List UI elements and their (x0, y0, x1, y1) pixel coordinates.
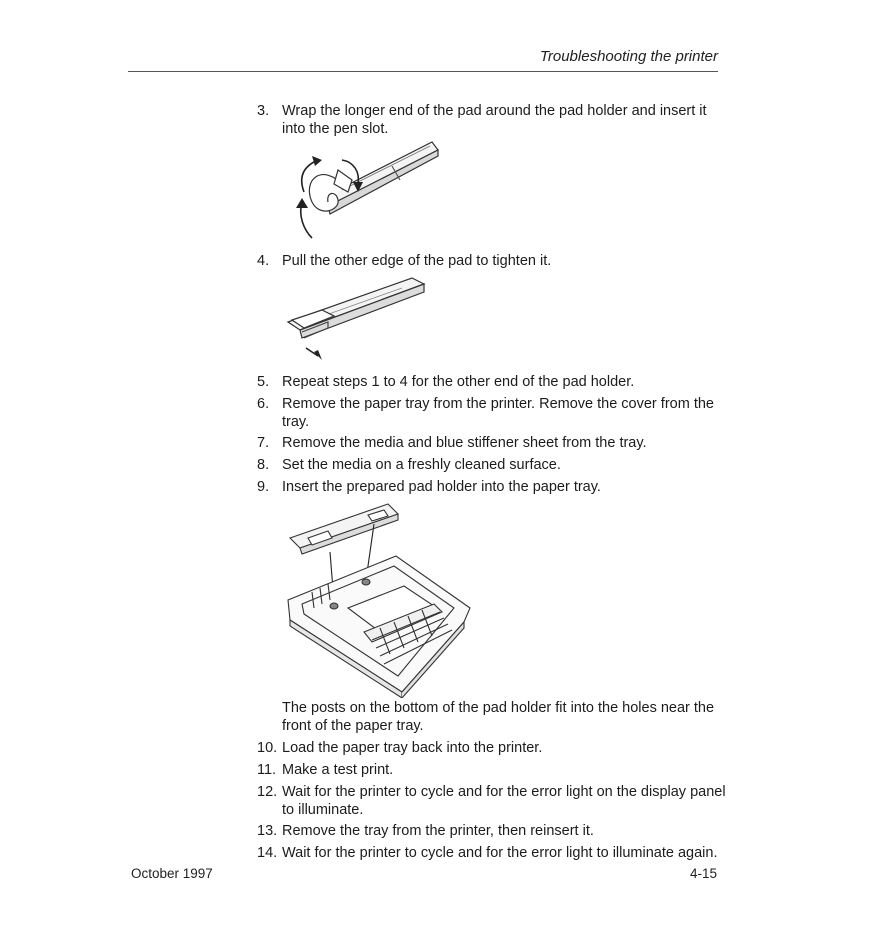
step-number: 10. (257, 740, 278, 756)
page-number: 4-15 (690, 866, 718, 881)
step-text: Insert the prepared pad holder into the paper tray. (282, 479, 601, 495)
step-number: 6. (257, 396, 270, 412)
step-number: 11. (257, 762, 277, 778)
figure-insert-pad-holder (284, 500, 476, 698)
step-9 (257, 478, 727, 496)
step-number: 7. (257, 435, 270, 451)
step-4 (257, 252, 727, 270)
step-10 (257, 739, 727, 757)
running-header: Troubleshooting the printer (539, 48, 718, 65)
step-number: 8. (257, 457, 270, 473)
step-number: 14. (257, 845, 278, 861)
step-6 (257, 395, 727, 431)
step-text: Pull the other edge of the pad to tighten it. (282, 253, 552, 269)
step-text: Remove the paper tray from the printer. Remove the cover from the tray. (282, 396, 714, 430)
step-number: 5. (257, 374, 270, 390)
step-text: Repeat steps 1 to 4 for the other end of the pad holder. (282, 374, 635, 390)
step-14 (257, 844, 727, 862)
step-text: Load the paper tray back into the printer. (282, 740, 543, 756)
step-number: 12. (257, 784, 278, 800)
step-text: Make a test print. (282, 762, 394, 778)
figure-tighten-pad (282, 272, 432, 364)
step-text: Remove the media and blue stiffener sheet from the tray. (282, 435, 647, 451)
step-number: 4. (257, 253, 270, 269)
step-text: Wrap the longer end of the pad around the pad holder and insert it into the pen slot. (282, 103, 707, 137)
step-3 (257, 102, 727, 138)
step-text: Remove the tray from the printer, then reinsert it. (282, 823, 594, 839)
figure-note: The posts on the bottom of the pad holder fit into the holes near the front of the paper tray. (282, 700, 715, 734)
step-number: 13. (257, 823, 278, 839)
step-7 (257, 434, 727, 452)
step-8 (257, 456, 727, 474)
figure-wrap-pad (282, 140, 442, 245)
step-number: 9. (257, 479, 270, 495)
step-11 (257, 761, 727, 779)
step-12 (257, 783, 727, 819)
step-13 (257, 822, 727, 840)
footer-date: October 1997 (131, 866, 213, 881)
step-text: Set the media on a freshly cleaned surface. (282, 457, 561, 473)
step-5 (257, 373, 727, 391)
step-text: Wait for the printer to cycle and for the error light on the display panel to illuminate. (282, 784, 726, 818)
step-number: 3. (257, 103, 270, 119)
step-text: Wait for the printer to cycle and for the error light to illuminate again. (282, 845, 718, 861)
header-rule (128, 71, 718, 72)
